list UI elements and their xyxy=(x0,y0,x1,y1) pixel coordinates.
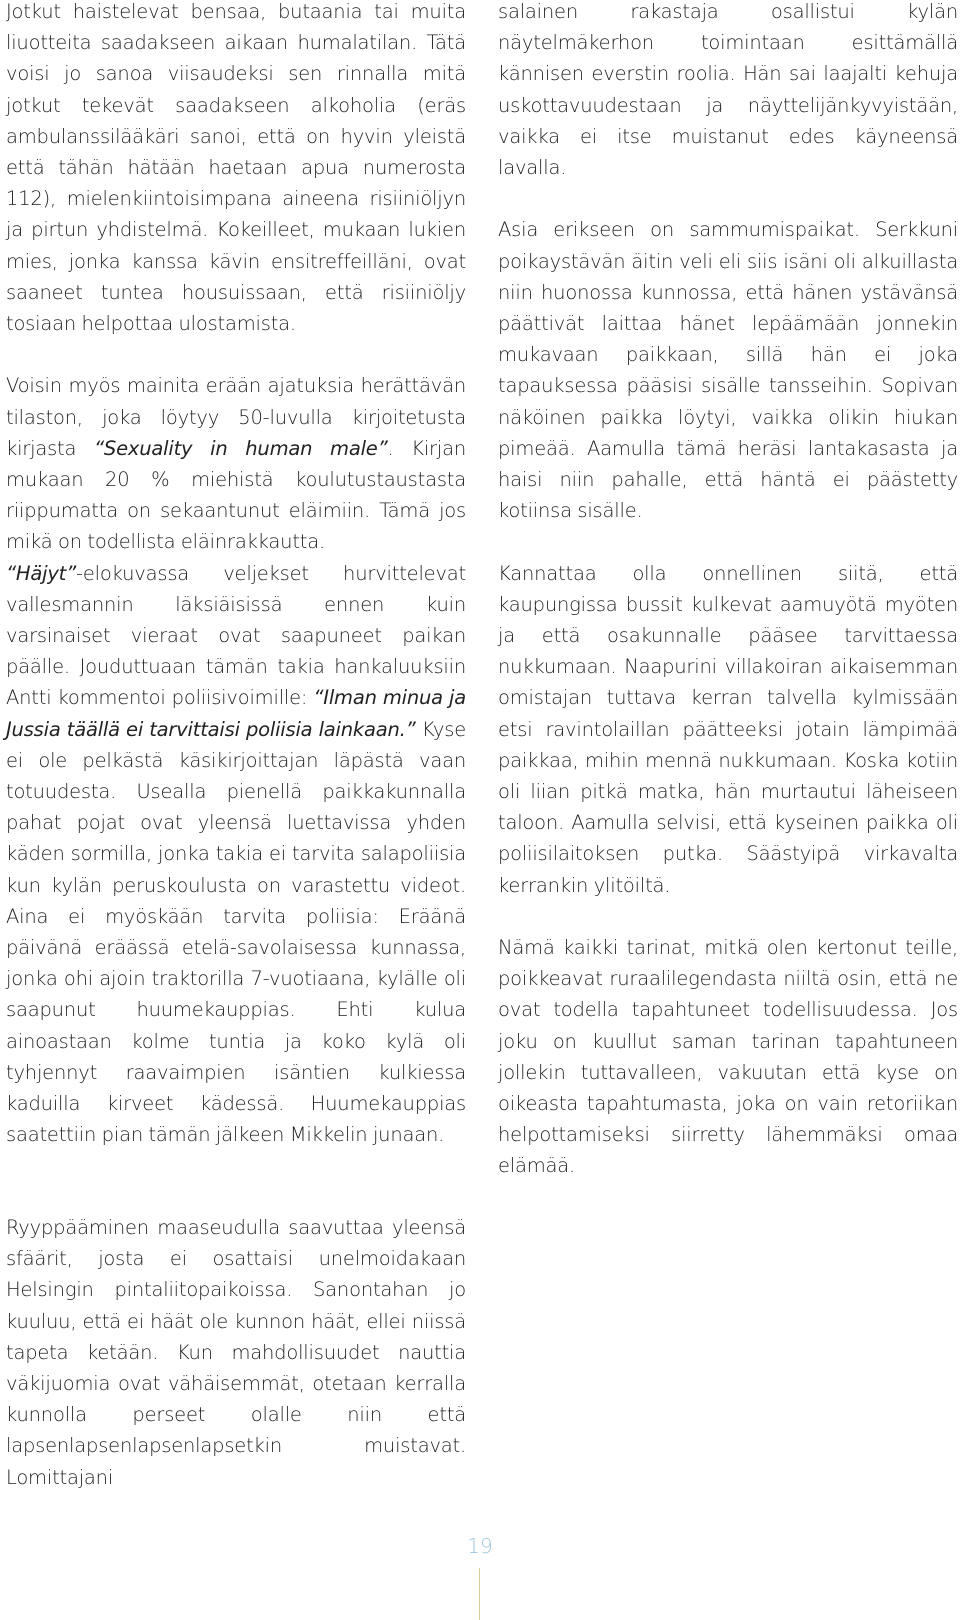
film-title: “Häjyt” xyxy=(6,561,77,585)
paragraph: Asia erikseen on sammumispaikat. Serkkuni poikaystävän äitin veli eli siis isäni oli alkuillasta niin huonossa kunnossa, että hänen ystävänsä päättivät laittaa hänet lepäämään jonnekin mukavaan paikkaan, sillä hän ei joka tapauksessa pääsisi sisälle tansseihin. Sopivan näköinen paikka löytyi, vaikka olikin hiukan pimeää. Aamulla tämä heräsi lantakasasta ja haisi niin pahalle, että häntä ei päästetty kotiinsa sisälle. xyxy=(498,218,958,523)
text-run: . Kirjan mukaan 20 % miehistä koulutustaustasta riippumatta on sekaantunut eläimiin. Tämä jos mikä on todellista eläinrakkautta. xyxy=(6,436,467,554)
page-number: 19 xyxy=(467,1534,493,1558)
text-run: Kyse ei ole pelkästä käsikirjoittajan läpästä vaan totuudesta. Usealla pienellä paikkakunnalla pahat pojat ovat yleensä luettavissa yhden käden sormilla, jonka takia ei tarvita salapoliisia kun kylän peruskoulusta on varastettu videot. Aina ei myöskään tarvita poliisia: Eräänä päivänä eräässä etelä-savolaisessa kunnassa, jonka ohi ajoin traktorilla 7-vuotiaana, kylälle oli saapunut huumekauppias. Ehti kulua ainoastaan kolme tuntia ja koko kylä oli tyhjennyt raavaimpien isäntien kulkiessa kaduilla kirveet kädessä. Huumekauppias saatettiin pian tämän jälkeen Mikkelin junaan. xyxy=(6,717,466,1147)
right-column xyxy=(498,0,958,1182)
text-run: Voisin myös mainita erään ajatuksia herättävän tilaston, joka löytyy 50-luvulla kirjoitetusta kirjasta xyxy=(6,374,466,460)
page-rule xyxy=(479,1568,480,1620)
paragraph xyxy=(6,558,466,1151)
bottom-left-column xyxy=(6,1212,466,1493)
book-title: “Sexuality in human male” xyxy=(94,436,388,460)
paragraph: salainen rakastaja osallistui kylän näytelmäkerhon toimintaan esittämällä kännisen everstin roolia. Hän sai laajalti kehuja uskottavuudestaan ja näyttelijänkyvyistään, vaikka ei itse muistanut edes käyneensä lavalla. xyxy=(498,0,958,180)
paragraph: Jotkut haistelevat bensaa, butaania tai muita liuotteita saadakseen aikaan humalatilan. Tätä voisi jo sanoa viisaudeksi sen rinnalla mitä jotkut tekevät saadakseen alkoholia (eräs ambulanssilääkäri sanoi, että on hyvin yleistä että tähän hätään haetaan apua numerosta 112), mielenkiintoisimpana aineena risiiniöljyn ja pirtun yhdistelmä. Kokeilleet, mukaan lukien mies, jonka kanssa kävin ensitreffeilläni, ovat saaneet tuntea housuissaan, että risiiniöljy tosiaan helpottaa ulostamista. xyxy=(6,0,466,336)
paragraph: Kannattaa olla onnellinen siitä, että kaupungissa bussit kulkevat aamuyötä myöten ja että osakunnalle pääsee tarvittaessa nukkumaan. Naapurini villakoiran aikaisemman omistajan tuttava kerran talvella kylmissään etsi ravintolaillan päätteeksi jotain lämpimää paikkaa, mihin mennä nukkumaan. Koska kotiin oli liian pitkä matka, hän murtautui läheiseen taloon. Aamulla selvisi, että kyseinen paikka oli poliisilaitoksen putka. Säästyipä virkavalta kerrankin ylitöiltä. xyxy=(498,561,958,897)
text-run: -elokuvassa veljekset hurvittelevat vallesmannin läksiäisissä ennen kuin varsinaiset vieraat ovat saapuneet paikan päälle. Jouduttuaan tämän takia hankaluuksiin Antti kommentoi poliisivoimille: xyxy=(6,561,466,710)
quote: “Ilman minua ja Jussia täällä ei tarvittaisi poliisia lainkaan.” xyxy=(6,686,466,741)
paragraph: Ryyppääminen maaseudulla saavuttaa yleensä sfäärit, josta ei osattaisi unelmoidakaan Helsingin pintaliitopaikoissa. Sanontahan jo kuuluu, että ei häät ole kunnon häät, ellei niissä tapeta ketään. Kun mahdollisuudet nauttia väkijuomia ovat vähäisemmät, otetaan kerralla kunnolla perseet olalle niin että lapsenlapsenlapsenlapsetkin muistavat. Lomittajani xyxy=(6,1216,466,1489)
paragraph: Nämä kaikki tarinat, mitkä olen kertonut teille, poikkeavat ruraalilegendasta niiltä osin, että ne ovat todella tapahtuneet todellisuudessa. Jos joku on kuullut saman tarinan tapahtuneen jollekin tuttavalleen, vakuutan että kyse on oikeasta tapahtumasta, joka on vain retoriikan helpottamiseksi siirretty lähemmäksi omaa elämää. xyxy=(498,936,958,1178)
left-column xyxy=(6,0,466,1151)
paragraph xyxy=(6,370,466,557)
